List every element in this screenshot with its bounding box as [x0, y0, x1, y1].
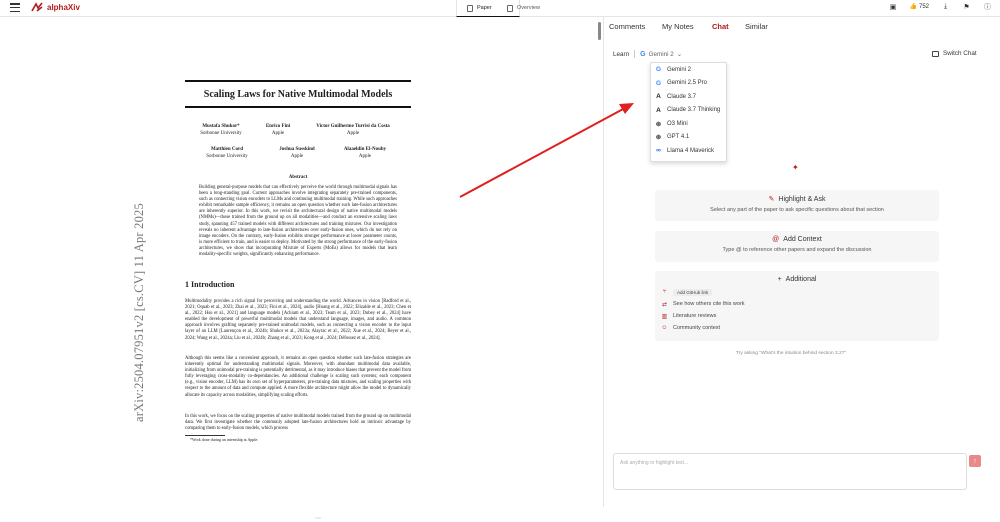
anthropic-icon: A [656, 106, 661, 114]
author-name: Matthieu Cord [210, 147, 244, 152]
tab-overview-label: Overview [517, 5, 540, 11]
author-block [196, 123, 246, 137]
highlight-subtitle: Select any part of the paper to ask specific questions about that section [710, 207, 884, 213]
chevron-down-icon: ⌄ [676, 50, 683, 58]
literature-row[interactable] [661, 310, 939, 322]
google-icon: G [655, 79, 662, 87]
meta-icon: ∞ [656, 147, 661, 155]
app-name: alphaXiv [47, 3, 80, 12]
author-block [272, 146, 322, 160]
model-option-label: Claude 3.7 Thinking [667, 107, 721, 114]
author-name: Victor Guilherme Turrisi da Costa [316, 124, 390, 129]
chat-input-placeholder: Ask anything or highlight text... [620, 460, 689, 466]
add-context-card [655, 231, 939, 262]
author-affiliation: Apple [358, 154, 372, 159]
download-icon[interactable]: ⤓ [943, 2, 948, 10]
google-icon: G [655, 66, 662, 74]
paper-title: Scaling Laws for Native Multimodal Models [203, 89, 393, 100]
model-option-label: Llama 4 Maverick [667, 147, 715, 154]
git-branch-icon: ⑂ [662, 289, 667, 295]
like-button[interactable] [910, 3, 930, 10]
section-heading: 1 Introduction [185, 280, 235, 289]
plus-icon: + [777, 276, 782, 283]
sparkle-icon: ✦ [792, 163, 799, 172]
thumbs-up-icon: 👍 [909, 4, 917, 10]
literature-label: Literature reviews [673, 313, 717, 319]
model-selector[interactable] [640, 51, 682, 58]
intro-paragraph: In this work, we focus on the scaling properties of native multimodal models trained from the ground up on multimodal data. We first investigate whether the commonly adopted late-fusion architectures hold an intrinsic advantage by comparing them to early-fusion models, which process [185, 414, 411, 432]
chat-toolbar [613, 50, 682, 58]
context-title: Add Context [783, 236, 822, 243]
footnote-rule [185, 435, 225, 436]
footnote: *Work done during an internship at Apple. [190, 437, 259, 442]
author-name: Joshua Susskind [279, 147, 315, 152]
author-affiliation: Apple [346, 131, 360, 136]
abstract-text: Building general-purpose models that can effectively perceive the world through multimodal signals has been a long-standing goal. Current approaches involve integrating separately pre-trained components, such as connecting vision encoders to LLMs and continuing multimodal training. While such approaches exhibit remarkable sample efficiency, it remains an open question whether such late-fusion architectures are inherently superior. In this work, we revisit the architectural design of native multimodal models (NMMs)—those trained from the ground up on all modalities—and conduct an extensive scaling laws study, spanning 457 trained models with different architectures and training mixtures. Our investigation reveals no inherent advantage to late-fusion architectures over early-fusion ones, which do not rely on image encoders. On the contrary, early-fusion exhibits stronger performance at lower parameter counts, is more efficient to train, and is easier to deploy. Motivated by the strong performance of the early-fusion architectures, we show that incorporating Mixture of Experts (MoEs) allows for models that learn modality-specific weights, significantly enhancing performance. [199, 185, 397, 258]
author-affiliation: Apple [290, 154, 304, 159]
tab-comments[interactable]: Comments [609, 22, 646, 31]
switch-chat-button[interactable] [932, 50, 977, 57]
highlight-ask-card [655, 190, 939, 221]
panel-scrollbar[interactable] [598, 22, 601, 40]
intro-paragraph: Although this seems like a convenient approach, it remains an open question whether such late-fusion strategies are inherently optimal for understanding multimodal signals. Moreover, with abundant multimodal data available, initializing from unimodal pre-training is potentially detrimental, as it may introduce biases that prevent the model from fully leveraging cross-modality co-dependancies. An additional challenge is scaling such systems; each component (e.g., vision encoder, LLM) has its own set of hyperparameters, pre-training data mixtures, and scaling properties with respect to the amount of data and compute applied. A more flexible architecture might allow the model to dynamically allocate its capacity across modalities, simplifying scaling efforts. [185, 356, 411, 398]
info-icon[interactable]: ⓘ [984, 3, 991, 11]
users-icon: ☺ [661, 325, 668, 331]
title-bottom-rule [185, 106, 411, 108]
page-ellipsis: ⋯ [315, 516, 321, 522]
link-icon: ⇄ [661, 301, 668, 308]
author-block [258, 123, 298, 137]
highlight-title: Highlight & Ask [778, 195, 826, 203]
model-option[interactable] [651, 131, 726, 145]
send-button[interactable] [969, 455, 981, 467]
model-option[interactable] [651, 63, 726, 77]
tab-paper-label: Paper [477, 5, 492, 11]
github-link-row[interactable] [661, 286, 939, 298]
chat-input[interactable] [613, 453, 967, 490]
arrow-up-icon: ↑ [973, 457, 977, 465]
tab-my-notes[interactable]: My Notes [662, 22, 694, 31]
document-icon [467, 5, 473, 12]
bookmark-icon[interactable]: ⚑ [963, 3, 970, 11]
switch-chat-label: Switch Chat [943, 50, 977, 57]
author-name: Enrico Fini [265, 124, 291, 129]
cite-row[interactable] [661, 298, 939, 310]
suggestion-text: Try asking "What's the intuition behind section 3.2?" [736, 351, 847, 356]
additional-title: Additional [785, 276, 817, 283]
book-icon [507, 5, 513, 12]
model-option-label: O3 Mini [667, 120, 688, 127]
top-bar [0, 0, 1000, 17]
author-affiliation: Sorbonne University [200, 131, 242, 136]
author-block [307, 123, 399, 137]
additional-card [655, 271, 939, 341]
like-count: 752 [918, 3, 929, 10]
menu-icon[interactable] [10, 3, 20, 12]
author-name: Mustafa Shukor* [202, 124, 240, 129]
model-option[interactable] [651, 117, 726, 131]
model-dropdown [650, 62, 727, 162]
community-label: Community context [673, 325, 721, 331]
share-icon[interactable]: ▣ [889, 3, 897, 11]
paper-viewer[interactable] [0, 17, 600, 522]
chat-icon [932, 51, 939, 57]
author-affiliation: Apple [271, 131, 285, 136]
header-actions [889, 2, 993, 11]
cite-label: See how others cite this work [673, 301, 745, 307]
author-affiliation: Sorbonne University [206, 154, 248, 159]
at-icon: @ [772, 236, 780, 243]
highlight-icon: ✎ [768, 196, 775, 203]
arxiv-id-watermark: arXiv:2504.07951v2 [cs.CV] 11 Apr 2025 [132, 203, 146, 422]
community-row[interactable] [661, 322, 939, 334]
model-selected-label: Gemini 2 [648, 50, 674, 58]
app-logo[interactable] [31, 2, 80, 13]
tab-overview[interactable] [505, 0, 542, 16]
model-option-label: Gemini 2.5 Pro [667, 80, 708, 87]
title-top-rule [185, 80, 411, 82]
author-block [335, 146, 395, 160]
google-icon: G [640, 50, 646, 58]
model-option-label: GPT 4.1 [667, 134, 690, 141]
learn-toggle[interactable]: Learn [613, 50, 630, 58]
model-option-label: Claude 3.7 [667, 93, 697, 100]
anthropic-icon: A [656, 93, 661, 101]
model-option[interactable] [651, 144, 726, 158]
context-subtitle: Type @ to reference other papers and expand the discussion [722, 247, 872, 253]
openai-icon: ⊛ [655, 134, 662, 142]
book-icon: ▥ [661, 313, 668, 320]
model-option[interactable] [651, 77, 726, 91]
model-option-label: Gemini 2 [667, 66, 692, 73]
divider [634, 50, 635, 58]
model-option[interactable] [651, 90, 726, 104]
author-name: Alaaeldin El-Nouby [343, 147, 387, 152]
intro-paragraph: Multimodality provides a rich signal for perceiving and understanding the world. Advances in vision [Radford et al., 2021; Oquab et al., 2023; Zhai et al., 2023; Fini et al., 2024], audio [Huang et al., 2022; Elizalde et al., 2023; Chen et al., 2022; Hsu et al., 2021] and language models [Achiam et al., 2023; Team et al., 2023; Dubey et al., 2024] have enabled the development of powerful multimodal models that understand language, images, and audio. A common approach involves grafting separately pre-trained unimodal models, such as connecting a vision encoder to the input layer of an LLM [Laurençon et al., 2024b; Shukor et al., 2023a; Alayrac et al., 2022; Xue et al., 2024; Beyer et al., 2024; Wang et al., 2024a; Liu et al., 2024b; Zhang et al., 2023; Kong et al., 2024; Défossez et al., 2024]. [185, 299, 411, 341]
abstract-heading: Abstract [288, 175, 308, 180]
model-option[interactable] [651, 104, 726, 118]
tab-chat[interactable]: Chat [712, 22, 729, 31]
tab-similar[interactable]: Similar [745, 22, 768, 31]
alphaxiv-logo-icon [31, 2, 43, 13]
openai-icon: ⊛ [655, 120, 662, 128]
add-github-link-button[interactable]: Add GitHub link [673, 289, 712, 296]
author-block [196, 146, 258, 160]
